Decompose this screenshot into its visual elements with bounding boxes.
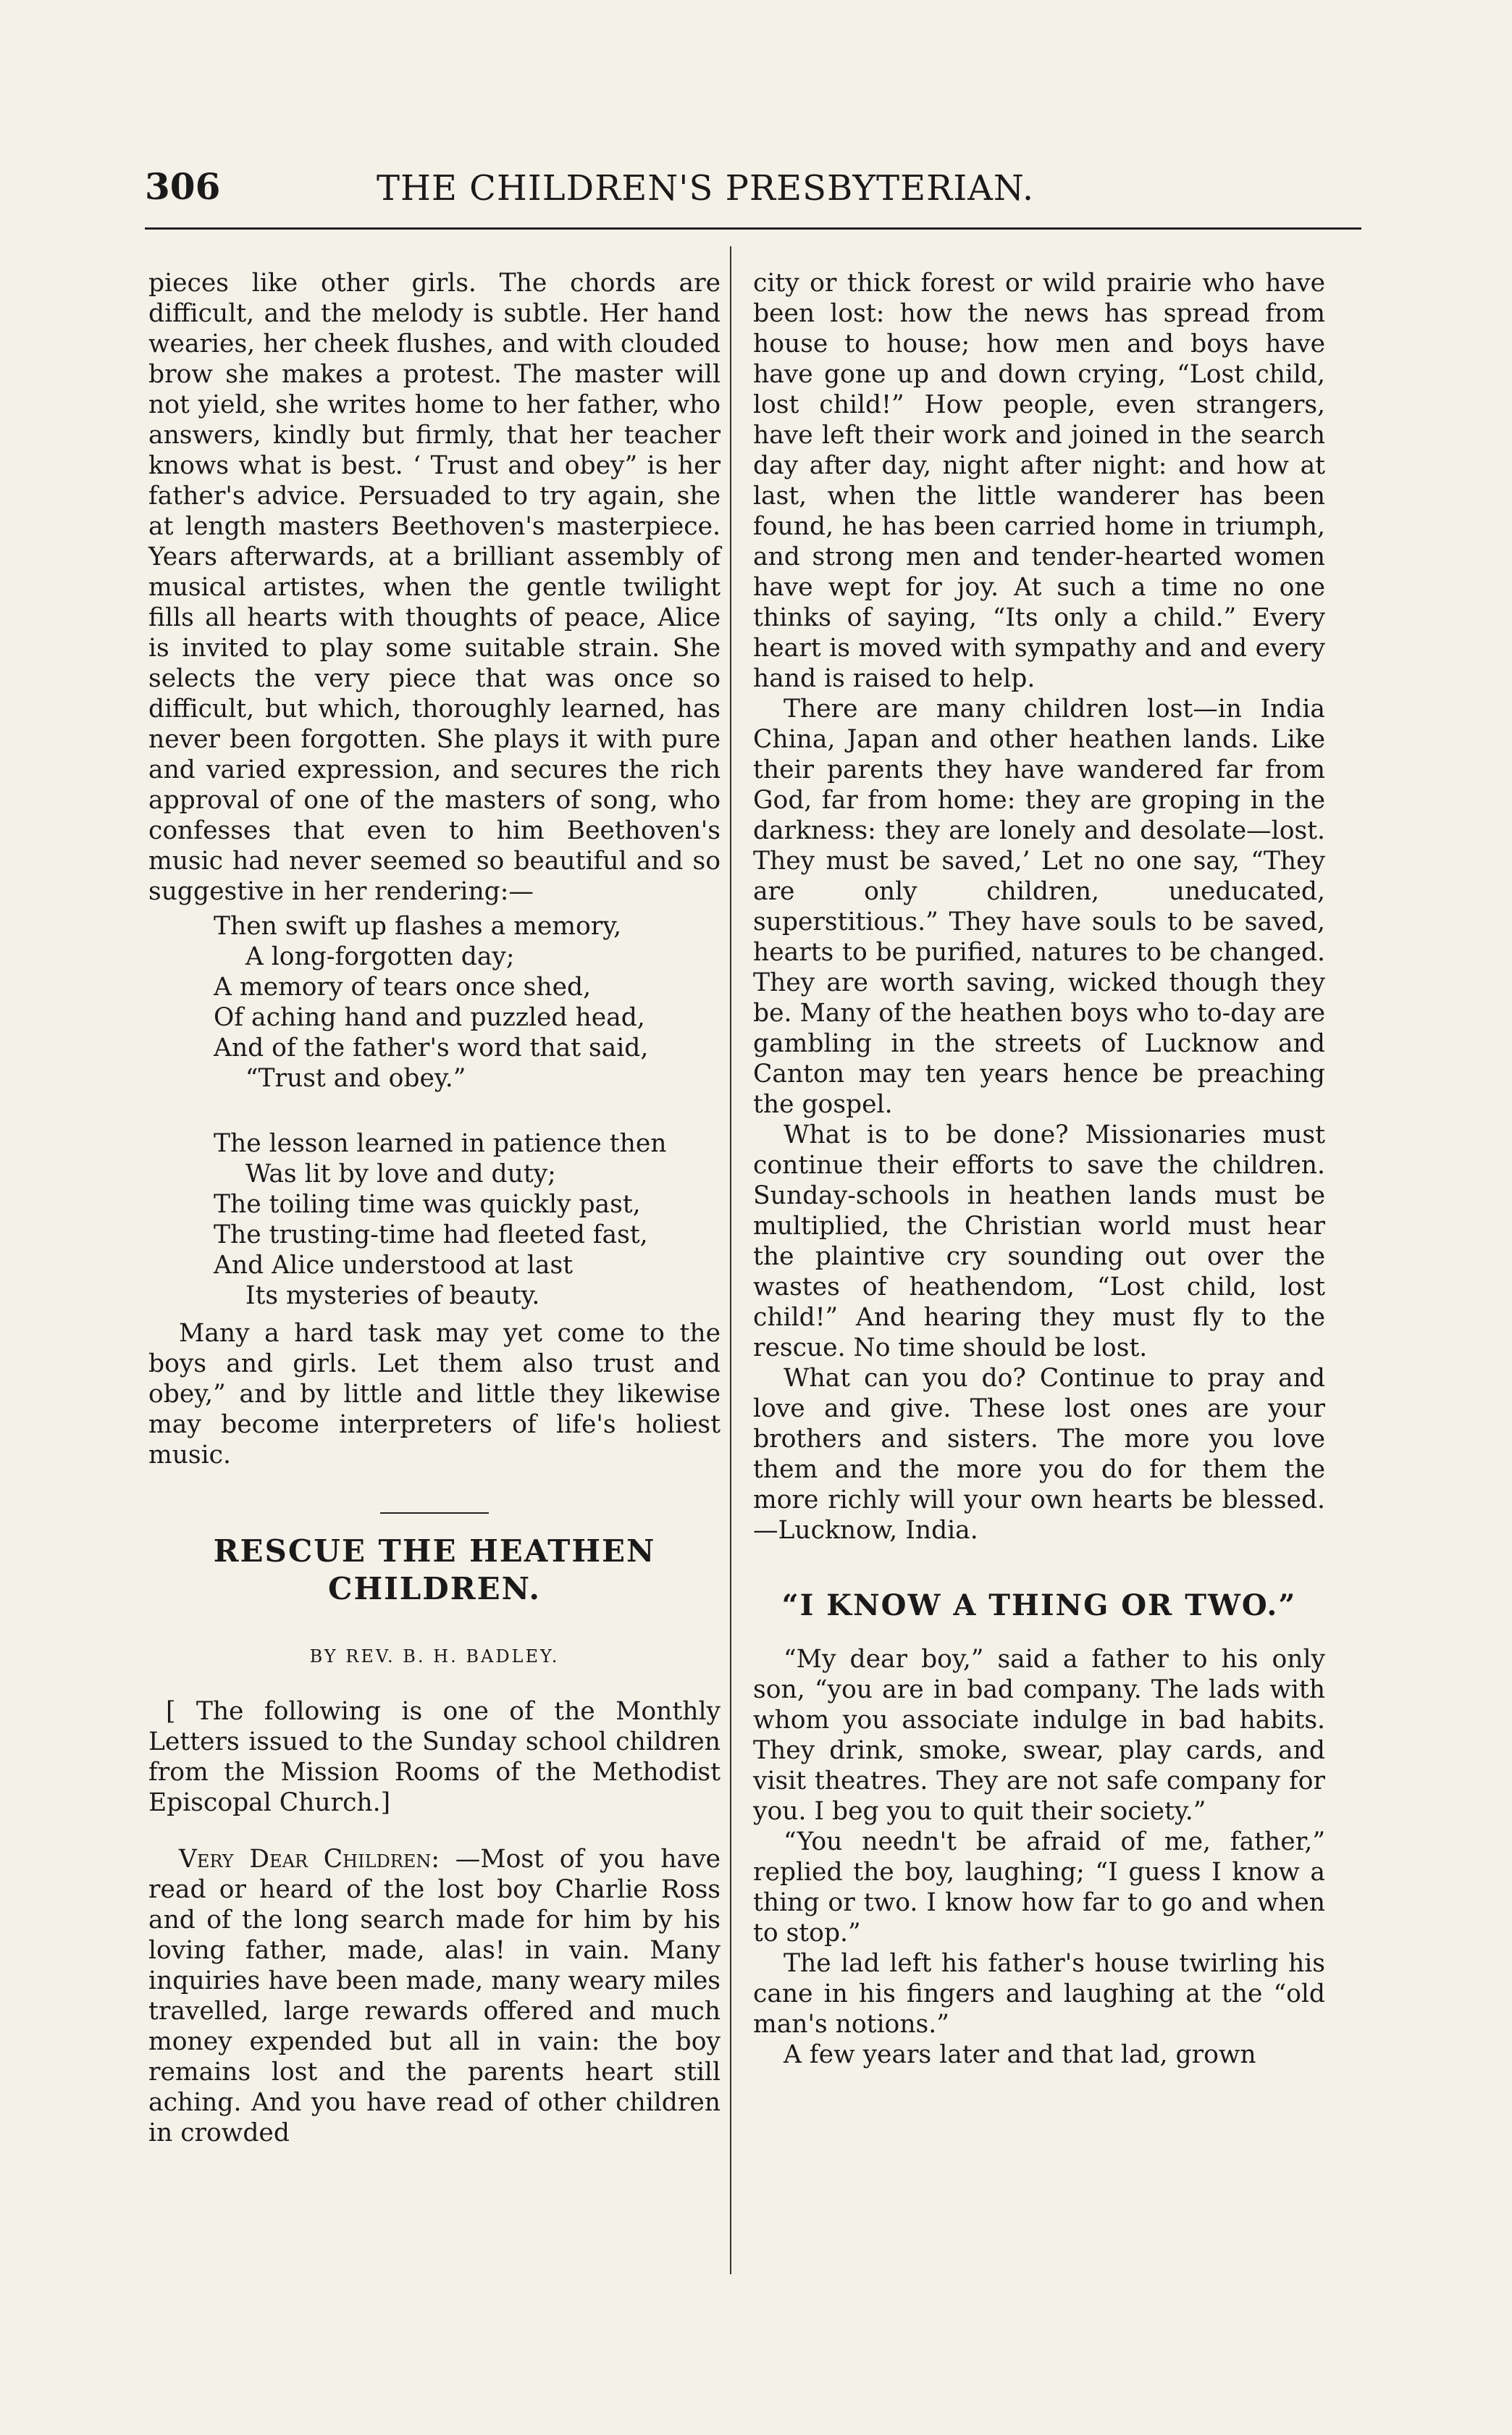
header-rule [145,227,1361,230]
article-title: “I KNOW A THING OR TWO.” [781,1588,1297,1622]
column-divider [730,246,731,2274]
byline: BY REV. B. H. BADLEY. [309,1646,560,1667]
paragraph: city or thick forest or wild prairie who have been lost: how the news has spread from house to house; how men and boys have have gone up and down crying, “Lost child, lost child!” How people, even strangers, have left their work and joined in the search day after day, night after night: and how at last, when the little wanderer has been found, he has been carried home in triumph, and strong men and tender-hearted women have wept for joy. At such a time no one thinks of saying, “Its only a child.” Every heart is moved with sympathy and and every hand is raised to help. [753,269,1325,693]
paragraph: The lad left his father's house twirling his cane in his fingers and laughing at the “old man's notions.” [753,1949,1325,2039]
paragraph-text: —Most of you have read or heard of the lost boy Charlie Ross and of the long search made for him by his loving father, made, alas! in vain. Many inquiries have been made, many weary miles travelled, large rewards offered and much money expended but all in vain: the boy remains lost and the parents heart still aching. And you have read of other children in crowded [148,1845,721,2147]
stanza-gap [148,1094,721,1128]
article-title: RESCUE THE HEATHEN CHILDREN. [213,1533,656,1606]
poem-line: Was lit by love and duty; [214,1160,556,1189]
right-column [753,268,1325,2070]
page-number: 306 [145,165,221,208]
page-header [145,165,1361,216]
paragraph [148,1844,721,2148]
poem [148,911,721,1311]
salutation: Very Dear Children: [179,1845,440,1874]
poem-line: The trusting-time had fleeted fast, [214,1220,648,1249]
poem-line: The lesson learned in patience then [214,1129,667,1158]
section-separator [380,1512,489,1514]
poem-line: And Alice understood at last [214,1251,574,1280]
paragraph: A few years later and that lad, grown [784,2040,1256,2069]
paragraph: There are many children lost—in India China, Japan and other heathen lands. Like their parents they have wandered far from God, far from home: they are groping in the darkness: they are lonely and desolate—lost. They must be saved,’ Let no one say, “They are only children, uneducated, superstitious.” They have souls to be saved, hearts to be purified, natures to be changed. They are worth saving, wicked though they be. Many of the heathen boys who to-day are gambling in the streets of Lucknow and Canton may ten years hence be preaching the gospel. [753,695,1325,1119]
poem-line: Then swift up flashes a memory, [214,912,622,941]
poem-line: Of aching hand and puzzled head, [214,1003,645,1032]
poem-line: Its mysteries of beauty. [214,1281,540,1310]
running-title: THE CHILDREN'S PRESBYTERIAN. [377,168,1035,209]
poem-line: “Trust and obey.” [214,1064,466,1093]
paragraph: What can you do? Continue to pray and love and give. These lost ones are your brothers and sisters. The more you love them and the more you do for them the more richly will your own hearts be blessed.—Lucknow, India. [753,1364,1325,1545]
paragraph: pieces like other girls. The chords are difficult, and the melody is subtle. Her hand wearies, her cheek flushes, and with clouded brow she makes a protest. The master will not yield, she writes home to her father, who answers, kindly but firmly, that her teacher knows what is best. ‘ Trust and obey” is her father's advice. Persuaded to try again, she at length masters Beethoven's masterpiece. Years afterwards, at a brilliant assembly of musical artistes, when the gentle twilight fills all hearts with thoughts of peace, Alice is invited to play some suitable strain. She selects the very piece that was once so difficult, but which, thoroughly learned, has never been forgotten. She plays it with pure and varied expression, and secures the rich approval of one of the masters of song, who confesses that even to him Beethoven's music had never seemed so beautiful and so suggestive in her rendering:— [148,269,721,906]
paragraph: What is to be done? Missionaries must continue their efforts to save the children. Sunday-schools in heathen lands must be multiplied, the Christian world must hear the plaintive cry sounding out over the wastes of heathendom, “Lost child, lost child!” And hearing they must fly to the rescue. No time should be lost. [753,1120,1325,1362]
paragraph: “You needn't be afraid of me, father,” replied the boy, laughing; “I guess I know a thing or two. I know how far to go and when to stop.” [753,1827,1325,1948]
editor-note: [ The following is one of the Monthly Letters issued to the Sunday school children from the Mission Rooms of the Methodist Episcopal Church.] [148,1697,721,1817]
poem-line: A memory of tears once shed, [214,973,592,1002]
paragraph: Many a hard task may yet come to the boys and girls. Let them also trust and obey,” and by little and little they likewise may become interpreters of life's holiest music. [148,1319,721,1470]
poem-line: A long-forgotten day; [214,942,515,971]
poem-line: And of the father's word that said, [214,1034,649,1063]
poem-line: The toiling time was quickly past, [214,1190,641,1219]
left-column [148,268,721,2148]
paragraph: “My dear boy,” said a father to his only son, “you are in bad company. The lads with whom you associate indulge in bad habits. They drink, smoke, swear, play cards, and visit theatres. They are not safe company for you. I beg you to quit their society.” [753,1645,1325,1826]
